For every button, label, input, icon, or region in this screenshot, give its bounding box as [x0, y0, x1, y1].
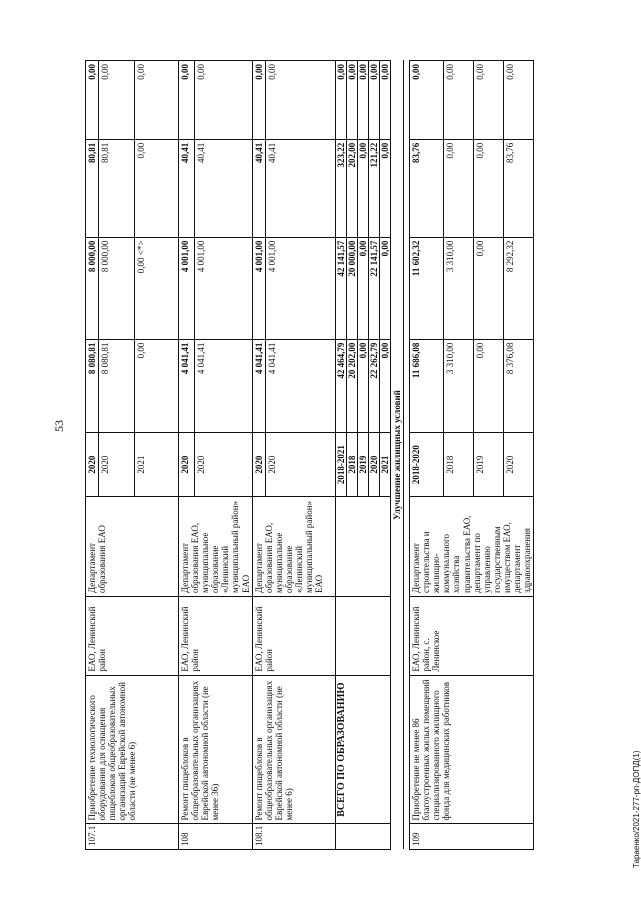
total-row [335, 61, 346, 850]
table-row [410, 61, 444, 850]
year-cell: 2021 [380, 433, 391, 497]
federal-cell: 0,00 <*> [135, 237, 179, 339]
regional-cell: 40,41 [194, 139, 252, 237]
regional-cell: 80,81 [86, 139, 99, 237]
total-cell: 22 262,79 [368, 339, 379, 433]
year-cell: 2020 [265, 433, 335, 497]
municipal-cell: 0,00 [194, 61, 252, 140]
empty-cell [335, 497, 390, 597]
year-cell: 2020 [86, 433, 99, 497]
executor: Департамент образования ЕАО [86, 497, 179, 597]
total-cell: 0,00 [380, 339, 391, 433]
total-cell: 42 464,79 [335, 339, 346, 433]
municipal-cell: 0,00 [357, 61, 368, 140]
regional-cell: 0,00 [474, 139, 504, 237]
year-cell: 2019 [474, 433, 504, 497]
regional-cell: 40,41 [252, 139, 265, 237]
row-number: 109 [410, 824, 534, 850]
regional-cell: 0,00 [135, 139, 179, 237]
federal-cell: 8 000,00 [99, 237, 135, 339]
year-cell: 2021 [135, 433, 179, 497]
empty-cell [335, 596, 390, 675]
location: ЕАО, Ленинский район [86, 596, 179, 675]
total-cell: 3 310,00 [444, 339, 474, 433]
regional-cell: 80,81 [99, 139, 135, 237]
total-cell: 8 080,81 [86, 339, 99, 433]
total-cell: 0,00 [135, 339, 179, 433]
section-title: Улучшение жилищных условий [391, 61, 404, 850]
regional-cell: 121,22 [368, 139, 379, 237]
document-reference: Тараенко/2021-277-рп-ДОПД(1) [632, 750, 641, 868]
total-cell: 0,00 [474, 339, 504, 433]
total-cell: 4 041,41 [194, 339, 252, 433]
total-cell: 4 041,41 [252, 339, 265, 433]
measure-name: Ремонт пищеблоков в общеобразовательных организациях Еврейской автономной области (не менее 6) [252, 675, 335, 824]
municipal-cell: 0,00 [335, 61, 346, 140]
federal-cell: 3 310,00 [444, 237, 474, 339]
federal-cell: 11 602,32 [410, 237, 444, 339]
total-label: ВСЕГО ПО ОБРАЗОВАНИЮ [335, 675, 390, 824]
regional-cell: 40,41 [265, 139, 335, 237]
year-cell: 2020 [99, 433, 135, 497]
municipal-cell: 0,00 [380, 61, 391, 140]
municipal-cell: 0,00 [474, 61, 504, 140]
federal-cell: 22 141,57 [368, 237, 379, 339]
executor: Департамент строительства и жилищно-коммунального хозяйства правительства ЕАО, департамент по управлению государственным имуществом ЕАО, департамент здравоохранения [410, 497, 534, 597]
rotated-table-container [85, 60, 533, 850]
measure-name: Приобретение технологического оборудования для оснащения пищеблоков общеобразовательных организаций Еврейской автономной области (не менее 6) [86, 675, 179, 824]
year-cell: 2020 [252, 433, 265, 497]
regional-cell: 0,00 [444, 139, 474, 237]
regional-cell: 202,00 [346, 139, 357, 237]
year-cell: 2020 [179, 433, 195, 497]
regional-cell: 40,41 [179, 139, 195, 237]
total-cell: 0,00 [357, 339, 368, 433]
regional-cell: 83,76 [410, 139, 444, 237]
regional-cell: 323,22 [335, 139, 346, 237]
row-number: 108.1 [252, 824, 335, 850]
row-number: 108 [179, 824, 253, 850]
municipal-cell: 0,00 [99, 61, 135, 140]
row-number: 107.1 [86, 824, 179, 850]
federal-cell: 4 001,00 [252, 237, 265, 339]
measure-name: Приобретение не менее 86 благоустроенных жилых помещений специализированного жилищного фонда для медицинских работников [410, 675, 534, 824]
empty-cell [335, 824, 390, 850]
federal-cell: 8 000,00 [86, 237, 99, 339]
program-table [85, 60, 534, 850]
year-cell: 2019 [357, 433, 368, 497]
municipal-cell: 0,00 [135, 61, 179, 140]
federal-cell: 42 141,57 [335, 237, 346, 339]
federal-cell: 8 292,32 [504, 237, 534, 339]
federal-cell: 4 001,00 [194, 237, 252, 339]
page-number: 53 [52, 420, 66, 432]
municipal-cell: 0,00 [265, 61, 335, 140]
total-cell: 8 376,08 [504, 339, 534, 433]
municipal-cell: 0,00 [346, 61, 357, 140]
measure-name: Ремонт пищеблоков в общеобразовательных организациях Еврейской автономной области (не менее 36) [179, 675, 253, 824]
year-cell: 2018 [346, 433, 357, 497]
year-cell: 2020 [194, 433, 252, 497]
year-cell: 2018-2021 [335, 433, 346, 497]
municipal-cell: 0,00 [179, 61, 195, 140]
year-cell: 2018 [444, 433, 474, 497]
year-cell: 2020 [368, 433, 379, 497]
total-cell: 4 041,41 [265, 339, 335, 433]
federal-cell: 4 001,00 [265, 237, 335, 339]
location: ЕАО, Ленинский район, с. Ленинское [410, 596, 534, 675]
section-row [391, 61, 404, 850]
table-row [86, 61, 99, 850]
year-cell: 2020 [504, 433, 534, 497]
total-cell: 11 686,08 [410, 339, 444, 433]
municipal-cell: 0,00 [86, 61, 99, 140]
location: ЕАО, Ленинский район [252, 596, 335, 675]
table-row [252, 61, 265, 850]
regional-cell: 83,76 [504, 139, 534, 237]
federal-cell: 0,00 [474, 237, 504, 339]
municipal-cell: 0,00 [444, 61, 474, 140]
executor: Департамент образования ЕАО, муниципальное образование «Ленинский муниципальный район» ЕАО [179, 497, 253, 597]
federal-cell: 0,00 [357, 237, 368, 339]
year-cell: 2018-2020 [410, 433, 444, 497]
location: ЕАО, Ленинский район [179, 596, 253, 675]
municipal-cell: 0,00 [410, 61, 444, 140]
total-cell: 4 041,41 [179, 339, 195, 433]
regional-cell: 0,00 [357, 139, 368, 237]
federal-cell: 0,00 [380, 237, 391, 339]
regional-cell: 0,00 [380, 139, 391, 237]
municipal-cell: 0,00 [504, 61, 534, 140]
total-cell: 8 080,81 [99, 339, 135, 433]
table-row [179, 61, 195, 850]
municipal-cell: 0,00 [252, 61, 265, 140]
federal-cell: 20 000,00 [346, 237, 357, 339]
municipal-cell: 0,00 [368, 61, 379, 140]
federal-cell: 4 001,00 [179, 237, 195, 339]
executor: Департамент образования ЕАО, муниципальное образование «Ленинский муниципальный район» ЕАО [252, 497, 335, 597]
total-cell: 20 202,00 [346, 339, 357, 433]
